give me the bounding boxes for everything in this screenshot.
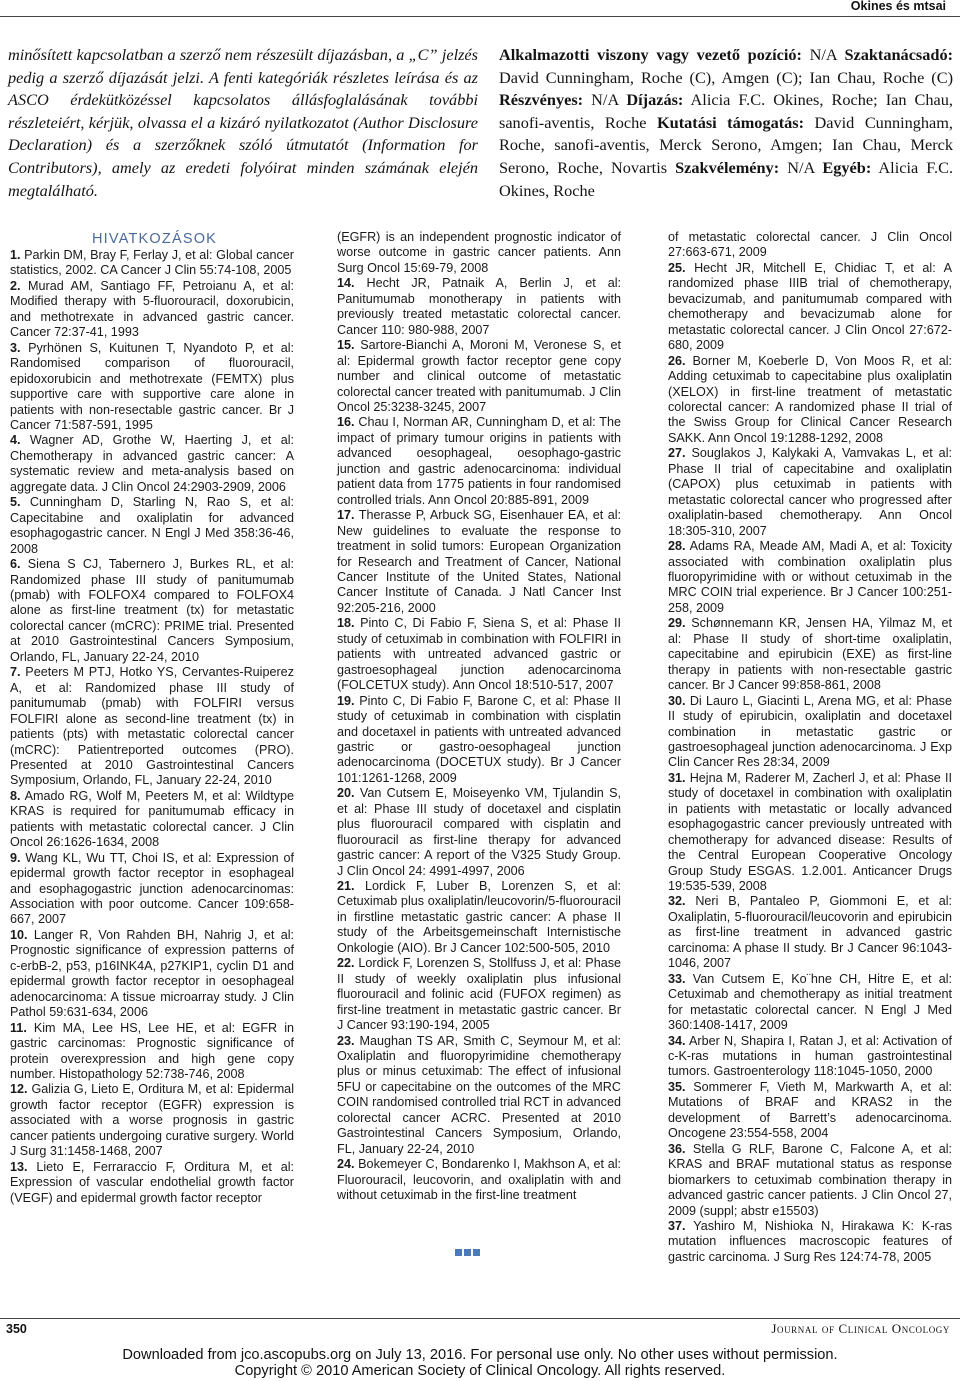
reference-text: Adams RA, Meade AM, Madi A, et al: Toxicity associated with combination oxaliplatin plus fluoropyrimidine with or without cetuximab in the MRC COIN trial experience. Br J Cancer 100:251-258, 2009 [668, 539, 952, 615]
reference-entry [668, 446, 952, 539]
reference-number: 30. [668, 693, 686, 708]
reference-number: 2. [10, 278, 21, 293]
reference-number: 4. [10, 433, 21, 448]
reference-entry [337, 415, 621, 508]
reference-text: Stella G RLF, Barone C, Falcone A, et al: KRAS and BRAF mutational status as response biomarkers to cetuximab combination therapy in advanced gastric cancer patients. J Clin Oncol 27, 2009 (suppl; abstr e15503) [668, 1141, 952, 1218]
reference-text: Murad AM, Santiago FF, Petroianu A, et al: Modified therapy with 5-fluorouracil, doxorubicin, and methotrexate in advanced gastric cancer. Cancer 72:37-41, 1993 [10, 278, 294, 340]
reference-number: 34. [668, 1033, 686, 1048]
reference-entry [337, 694, 621, 787]
reference-text: Hecht JR, Mitchell E, Chidiac T, et al: A randomized phase IIIB trial of chemotherapy, bevacizumab, and panitumumab compared with chemotherapy and bevacizumab alone for metastatic colorectal cancer. J Clin Oncol 27:672-680, 2009 [668, 260, 952, 353]
reference-entry [337, 786, 621, 879]
reference-number: 26. [668, 353, 686, 368]
reference-text: Yashiro M, Nishioka N, Hirakawa K: K-ras mutation influences macroscopic features of gastric carcinoma. J Surg Res 124:74-78, 2005 [668, 1219, 952, 1264]
running-head: Okines és mtsai [850, 0, 946, 13]
reference-number: 5. [10, 495, 21, 510]
reference-entry [10, 433, 294, 495]
reference-number: 17. [337, 508, 355, 523]
reference-number: 33. [668, 971, 686, 986]
reference-text: Sommerer F, Vieth M, Markwarth A, et al: Mutations of BRAF and KRAS2 in the development of Barrett’s adenocarcinoma. Oncogene 23:554-558, 2004 [668, 1079, 952, 1141]
reference-entry [668, 1142, 952, 1219]
reference-number: 19. [337, 693, 355, 708]
reference-entry [10, 789, 294, 851]
reference-text: Cunningham D, Starling N, Rao S, et al: Capecitabine and oxaliplatin for advanced esophagogastric cancer. N Engl J Med 358:36-46, 2008 [10, 495, 294, 556]
reference-text: Hejna M, Raderer M, Zacherl J, et al: Phase II study of docetaxel in combination with oxaliplatin in patients with metastatic or locally advanced esophagogastric cancer previously untreated with chemotherapy for advanced disease: Results of the Central European Cooperative Oncology Group Study ESGAS. 1.2.001. Anticancer Drugs 19:535-539, 2008 [668, 770, 952, 894]
disclosure-label: Kutatási támogatás: [656, 112, 805, 132]
disclosure-value: N/A [779, 157, 823, 177]
disclosure-label: Szakvélemény: [675, 157, 780, 177]
reference-entry [337, 879, 621, 956]
reference-text: Galizia G, Lieto E, Orditura M, et al: Epidermal growth factor receptor (EGFR) expression is associated with a worse prognosis in gastric cancer patients undergoing curative surgery. World J Surg 31:1458-1468, 2007 [10, 1082, 294, 1159]
reference-text: Wang KL, Wu TT, Choi IS, et al: Expression of epidermal growth factor receptor in esophageal and esophagogastric junction adenocarcinomas: Association with poor outcome. Cancer 109:658-667, 2007 [10, 850, 294, 927]
disclosure-value: N/A [801, 45, 845, 64]
disclosure-value: David Cunningham, Roche, sanofi-aventis, Merck Serono, Amgen; Ian Chau, Merck Serono, Roche, Novartis [499, 112, 954, 177]
reference-entry [337, 508, 621, 616]
reference-number: 37. [668, 1219, 686, 1233]
reference-number: 14. [337, 276, 355, 291]
reference-entry [10, 279, 294, 341]
reference-text: Parkin DM, Bray F, Ferlay J, et al: Global cancer statistics, 2002. CA Cancer J Clin 55:74-108, 2005 [10, 248, 294, 278]
disclosure-label: Alkalmazotti viszony vagy vezető pozíció: [499, 45, 802, 64]
reference-entry [10, 851, 294, 928]
journal-name: Journal of Clinical Oncology [771, 1321, 950, 1336]
reference-text: Di Lauro L, Giacinti L, Arena MG, et al: Phase II study of epirubicin, oxaliplatin and docetaxel combination in metastatic gastric or gastroesophageal junction adenocarcinoma. J Exp Clin Cancer Res 28:34, 2009 [668, 693, 952, 770]
reference-text: Maughan TS AR, Smith C, Seymour M, et al: Oxaliplatin and fluoropyrimidine chemotherapy plus or minus cetuximab: The effect of infusional 5FU or capecitabine on the outcomes of the MRC COIN randomised controlled trial RCT in advanced colorectal cancer ACRC. Presented at 2010 Gastrointestinal Cancers Symposium, Orlando, FL, January 22-24, 2010 [337, 1033, 621, 1156]
ornament-square [473, 1249, 480, 1256]
reference-number: 21. [337, 879, 355, 894]
reference-text: Pyrhönen S, Kuitunen T, Nyandoto P, et al: Randomised comparison of fluorouracil, epidoxorubicin and methotrexate (FEMTX) plus supportive care with supportive care alone in patients with non-resectable gastric cancer. Br J Cancer 71:587-591, 1995 [10, 340, 294, 432]
reference-text: Chau I, Norman AR, Cunningham D, et al: The impact of primary tumour origins in patients with advanced oesophageal, oesophago-gastric junction and gastric adenocarcinoma: individual patient data from 1775 patients in four randomised controlled trials. Ann Oncol 20:885-891, 2009 [337, 415, 621, 507]
disclosure-label: Szaktanácsadó: [844, 45, 954, 64]
reference-number: 6. [10, 557, 21, 572]
reference-entry [10, 928, 294, 1021]
reference-text: Van Cutsem E, Ko¨hne CH, Hitre E, et al: Cetuximab and chemotherapy as initial treatment for metastatic colorectal cancer. N Engl J Med 360:1408-1417, 2009 [668, 971, 952, 1033]
reference-entry [10, 665, 294, 789]
reference-entry [337, 1157, 621, 1203]
section-end-ornament [455, 1249, 480, 1256]
reference-text: Hecht JR, Patnaik A, Berlin J, et al: Panitumumab monotherapy in patients with previously treated metastatic colorectal cancer. Cancer 110: 980-988, 2007 [337, 276, 621, 337]
disclosure-value: N/A [583, 90, 627, 110]
disclosure-paragraph [499, 44, 953, 202]
reference-number: 20. [337, 786, 355, 801]
reference-text: Bokemeyer C, Bondarenko I, Makhson A, et al: Fluorouracil, leucovorin, and oxaliplatin with and without cetuximab in the first-line treatment [337, 1157, 621, 1203]
reference-entry [10, 495, 294, 557]
references-column-3 [668, 230, 952, 1265]
reference-entry [10, 1021, 294, 1083]
reference-number: 25. [668, 260, 686, 275]
reference-entry [10, 1082, 294, 1159]
page-number: 350 [6, 1322, 27, 1336]
reference-entry [668, 539, 952, 616]
reference-number: 11. [10, 1020, 27, 1035]
reference-entry [337, 230, 621, 276]
disclosure-value: Alicia F.C. Okines, Roche; Ian Chau, sanofi-aventis, Roche [499, 90, 953, 132]
reference-text: Souglakos J, Kalykaki A, Vamvakas L, et al: Phase II trial of capecitabine and oxaliplatin (CAPOX) plus cetuximab in patients with metastatic colorectal cancer who progressed after oxaliplatin-based chemotherapy. Ann Oncol 18:305-310, 2007 [668, 446, 952, 538]
reference-entry [668, 261, 952, 354]
reference-entry [10, 248, 294, 279]
reference-number: 3. [10, 340, 21, 355]
disclosure-value: Alicia F.C. Okines, Roche [499, 157, 954, 200]
reference-entry [668, 616, 952, 693]
reference-text: Pinto C, Di Fabio F, Barone C, et al: Phase II study of cetuximab in combination with cisplatin and docetaxel in patients with untreated advanced gastric or gastro-oesophageal junction adenocarcinoma (DOCETUX study). Br J Cancer 101:1261-1268, 2009 [337, 693, 621, 785]
reference-text: Lordick F, Lorenzen S, Stollfuss J, et al: Phase II study of weekly oxaliplatin plus infusional fluorouracil and folinic acid (FUFOX regimen) as first-line treatment in metastatic gastric cancer. Br J Cancer 93:190-194, 2005 [337, 956, 621, 1033]
reference-entry [337, 616, 621, 693]
disclosure-label: Díjazás: [626, 90, 684, 110]
reference-number: 24. [337, 1157, 355, 1172]
reference-text: Peeters M PTJ, Hotko YS, Cervantes-Ruiperez A, et al: Randomized phase III study of panitumumab (pmab) with FOLFIRI versus FOLFIRI alone as second-line treatment (tx) in patients (pts) with metastatic colorectal cancer (mCRC): Patientreported outcomes (PRO). Presented at 2010 Gastrointestinal Cancers Symposium, Orlando, FL, January 22-24, 2010 [10, 665, 294, 788]
reference-text: Van Cutsem E, Moiseyenko VM, Tjulandin S, et al: Phase III study of docetaxel and cisplatin plus fluorouracil compared with cisplatin and fluorouracil as first-line therapy for advanced gastric cancer: A report of the V325 Study Group. J Clin Oncol 24: 4991-4997, 2006 [337, 786, 621, 878]
intro-left-paragraph: minősített kapcsolatban a szerző nem részesült díjazásban, a „C” jelzés pedig a szerző díjazását jelzi. A fenti kategóriák részletes leírása és az ASCO érdekütközéssel kapcsolatos állásfoglalásának további részleteiért, kérjük, olvassa el a kizáró nyilatkozatot (Author Disclosure Declaration) és a szerzőknek szóló útmutatót (Information for Contributors), amely az eredeti folyóirat minden számának elején megtalálható. [8, 45, 478, 200]
reference-entry [668, 694, 952, 771]
reference-entry [668, 1219, 952, 1265]
reference-entry [668, 1080, 952, 1142]
reference-entry [337, 338, 621, 415]
reference-text: Pinto C, Di Fabio F, Siena S, et al: Phase II study of cetuximab in combination with FOLFIRI in patients with untreated advanced gastric or gastroesophageal junction adenocarcinoma (FOLCETUX study). Ann Oncol 18:510-517, 2007 [337, 616, 621, 693]
reference-text: Siena S CJ, Tabernero J, Burkes RL, et al: Randomized phase III study of panitumumab (pmab) with FOLFOX4 compared to FOLFOX4 alone as first-line treatment (tx) for metastatic colorectal cancer (mCRC): PRIME trial. Presented at 2010 Gastrointestinal Cancers Symposium, Orlando, FL, January 22-24, 2010 [10, 557, 294, 664]
reference-entry [668, 354, 952, 447]
reference-number: 28. [668, 539, 686, 554]
reference-number: 29. [668, 616, 686, 631]
reference-text: Arber N, Shapira I, Ratan J, et al: Activation of c-K-ras mutations in human gastrointestinal tumors. Gastroenterology 118:1045-1050, 2000 [668, 1033, 952, 1079]
reference-text: Lordick F, Luber B, Lorenzen S, et al: Cetuximab plus oxaliplatin/leucovorin/5-fluorouracil in firstline metastatic gastric cancer: A phase II study of the Arbeitsgemeinschaft Internistische Onkologie (AIO). Br J Cancer 102:500-505, 2010 [337, 879, 621, 955]
ornament-square [455, 1249, 462, 1256]
reference-entry [668, 972, 952, 1034]
reference-entry [337, 276, 621, 338]
reference-number: 18. [337, 616, 355, 631]
reference-number: 8. [10, 788, 21, 803]
ornament-square [464, 1249, 471, 1256]
reference-number: 15. [337, 338, 355, 353]
reference-number: 12. [10, 1082, 28, 1097]
reference-text: Sartore-Bianchi A, Moroni M, Veronese S, et al: Epidermal growth factor receptor gene copy number and clinical outcome of metastatic colorectal cancer treated with panitumumab. J Clin Oncol 25:3238-3245, 2007 [337, 338, 621, 414]
reference-text: Lieto E, Ferraraccio F, Orditura M, et al: Expression of vascular endothelial growth factor (VEGF) and epidermal growth factor receptor [10, 1159, 294, 1205]
reference-text: Amado RG, Wolf M, Peeters M, et al: Wildtype KRAS is required for panitumumab efficacy in patients with metastatic colorectal cancer. J Clin Oncol 26:1626-1634, 2008 [10, 788, 294, 850]
disclosure-value: David Cunningham, Roche (C), Amgen (C); Ian Chau, Roche (C) [499, 67, 953, 87]
reference-number: 10. [10, 927, 28, 942]
reference-text: Therasse P, Arbuck SG, Eisenhauer EA, et al: New guidelines to evaluate the response to treatment in solid tumors: European Organization for Research and Treatment of Cancer, National Cancer Institute of the United States, National Cancer Institute of Canada. J Natl Cancer Inst 92:205-216, 2000 [337, 508, 621, 615]
reference-text: Borner M, Koeberle D, Von Moos R, et al: Adding cetuximab to capecitabine plus oxaliplatin (XELOX) in first-line treatment of metastatic colorectal cancer: A randomized phase II trial of the Swiss Group for Clinical Cancer Research SAKK. Ann Oncol 19:1288-1292, 2008 [668, 353, 952, 445]
copyright-notice: Copyright © 2010 American Society of Clinical Oncology. All rights reserved. [234, 1363, 726, 1379]
reference-entry [10, 341, 294, 434]
reference-number: 35. [668, 1079, 686, 1094]
reference-number: 23. [337, 1033, 355, 1048]
reference-entry [668, 1034, 952, 1080]
top-rule [0, 16, 960, 17]
reference-number: 32. [668, 894, 686, 909]
references-column-2 [337, 230, 621, 1204]
reference-text: (EGFR) is an independent prognostic indicator of worse outcome in gastric cancer patients. Ann Surg Oncol 15:69-79, 2008 [337, 230, 621, 275]
reference-text: Neri B, Pantaleo P, Giommoni E, et al: Oxaliplatin, 5-fluorouracil/leucovorin and epirubicin as first-line treatment in advanced gastric carcinoma: A phase II study. Br J Cancer 96:1043-1046, 2007 [668, 894, 952, 971]
reference-entry [10, 557, 294, 665]
reference-number: 22. [337, 956, 355, 971]
download-notice: Downloaded from jco.ascopubs.org on July 13, 2016. For personal use only. No other uses without permission. [122, 1347, 838, 1363]
reference-entry [337, 1034, 621, 1158]
reference-entry [668, 230, 952, 261]
reference-text: Langer R, Von Rahden BH, Nahrig J, et al: Prognostic significance of expression patterns of c-erbB-2, p53, p16INK4A, p27KIP1, cyclin D1 and epidermal growth factor receptor in oesophageal adenocarcinoma: A tissue microarray study. J Clin Pathol 59:631-634, 2006 [10, 927, 294, 1020]
reference-entry [668, 771, 952, 895]
reference-number: 13. [10, 1159, 28, 1174]
reference-entry [668, 894, 952, 971]
reference-entry [10, 1160, 294, 1206]
reference-number: 9. [10, 850, 21, 865]
references-heading: HIVATKOZÁSOK [92, 231, 218, 247]
bottom-rule [0, 1318, 960, 1319]
reference-number: 1. [10, 248, 21, 262]
reference-number: 16. [337, 415, 355, 430]
reference-text: of metastatic colorectal cancer. J Clin Oncol 27:663-671, 2009 [668, 230, 952, 260]
reference-text: Wagner AD, Grothe W, Haerting J, et al: Chemotherapy in advanced gastric cancer: A systematic review and meta-analysis based on aggregate data. J Clin Oncol 24:2903-2909, 2006 [10, 433, 294, 494]
reference-text: Kim MA, Lee HS, Lee HE, et al: EGFR in gastric carcinomas: Prognostic significance of protein overexpression and high gene copy number. Histopathology 52:738-746, 2008 [10, 1020, 294, 1082]
reference-number: 7. [10, 665, 21, 680]
references-column-1 [10, 248, 294, 1206]
disclosure-label: Részvényes: [499, 90, 584, 110]
disclosure-label: Egyéb: [822, 157, 872, 177]
reference-entry [337, 956, 621, 1033]
reference-number: 36. [668, 1141, 686, 1156]
reference-text: Schønnemann KR, Jensen HA, Yilmaz M, et al: Phase II study of short-time oxaliplatin, capecitabine and epirubicin (EXE) as first-line therapy in patients with non-resectable gastric cancer. Br J Cancer 99:858-861, 2008 [668, 616, 952, 693]
reference-number: 31. [668, 770, 686, 785]
reference-number: 27. [668, 446, 686, 461]
